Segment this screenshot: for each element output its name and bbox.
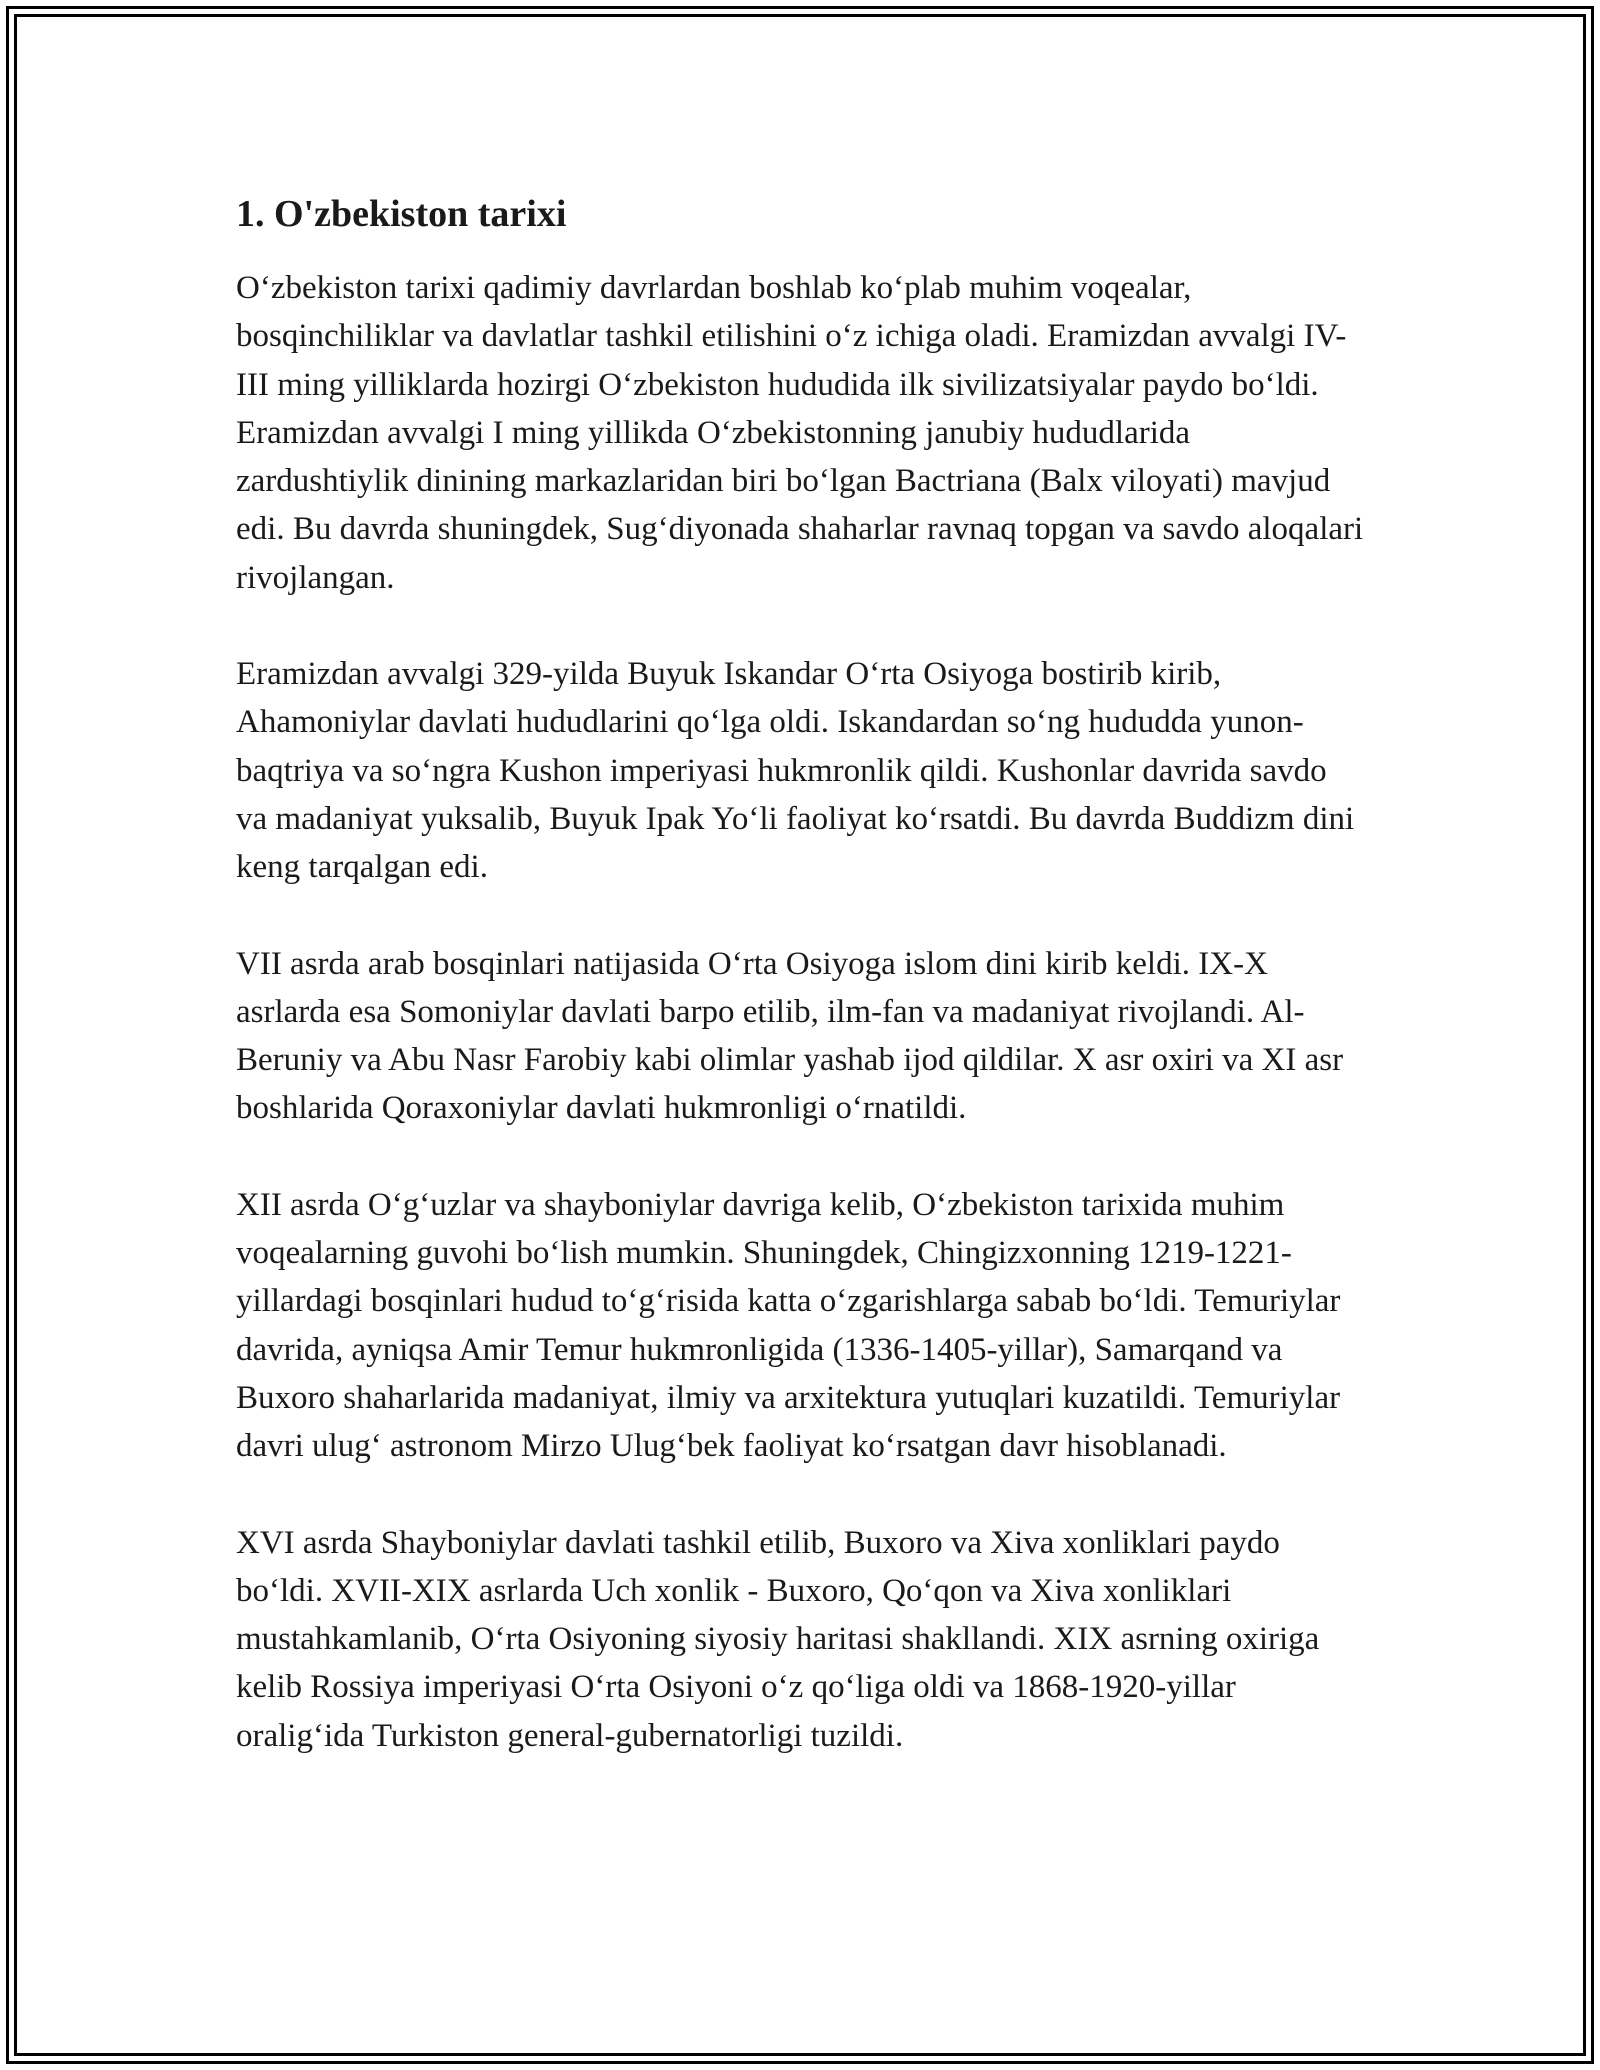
paragraph-5: XVI asrda Shayboniylar davlati tashkil etilib, Buxoro va Xiva xonliklari paydo bo‘ldi. XVII-XIX asrlarda Uch xonlik - Buxoro, Qo‘qon va Xiva xonliklari mustahkamlanib, O‘rta Osiyoning siyosiy haritasi shakllandi. XIX asrning oxiriga kelib Rossiya imperiyasi O‘rta Osiyoni o‘z qo‘liga oldi va 1868-1920-yillar oralig‘ida Turkiston general-gubernatorligi tuzildi. xyxy=(236,1524,1320,1754)
paragraph-4: XII asrda O‘g‘uzlar va shayboniylar davriga kelib, O‘zbekiston tarixida muhim voqealarning guvohi bo‘lish mumkin. Shuningdek, Chingizxonning 1219-1221-yillardagi bosqinlari hudud to‘g‘risida katta o‘zgarishlarga sabab bo‘ldi. Temuriylar davrida, ayniqsa Amir Temur hukmronligida (1336-1405-yillar), Samarqand va Buxoro shaharlarida madaniyat, ilmiy va arxitektura yutuqlari kuzatildi. Temuriylar davri ulug‘ astronom Mirzo Ulug‘bek faoliyat ko‘rsatgan davr hisoblanadi. xyxy=(236,1186,1341,1465)
document-body xyxy=(236,186,1366,1808)
paragraph-3: VII asrda arab bosqinlari natijasida O‘rta Osiyoga islom dini kirib keldi. IX-X asrlarda esa Somoniylar davlati barpo etilib, ilm-fan va madaniyat rivojlandi. Al-Beruniy va Abu Nasr Farobiy kabi olimlar yashab ijod qildilar. X asr oxiri va XI asr boshlarida Qoraxoniylar davlati hukmronligi o‘rnatildi. xyxy=(236,945,1344,1127)
paragraph-2: Eramizdan avvalgi 329-yilda Buyuk Iskandar O‘rta Osiyoga bostirib kirib, Ahamoniylar davlati hududlarini qo‘lga oldi. Iskandardan so‘ng hududda yunon-baqtriya va so‘ngra Kushon imperiyasi hukmronlik qildi. Kushonlar davrida savdo va madaniyat yuksalib, Buyuk Ipak Yo‘li faoliyat ko‘rsatdi. Bu davrda Buddizm dini keng tarqalgan edi. xyxy=(236,656,1355,886)
document-heading: 1. O'zbekiston tarixi xyxy=(236,193,567,235)
paragraph-1: O‘zbekiston tarixi qadimiy davrlardan boshlab ko‘plab muhim voqealar, bosqinchiliklar va davlatlar tashkil etilishini o‘z ichiga oladi. Eramizdan avvalgi IV-III ming yilliklarda hozirgi O‘zbekiston hududida ilk sivilizatsiyalar paydo bo‘ldi. Eramizdan avvalgi I ming yillikda O‘zbekistonning janubiy hududlarida zardushtiylik dinining markazlaridan biri bo‘lgan Bactriana (Balx viloyati) mavjud edi. Bu davrda shuningdek, Sug‘diyonada shaharlar ravnaq topgan va savdo aloqalari rivojlangan. xyxy=(236,270,1364,596)
